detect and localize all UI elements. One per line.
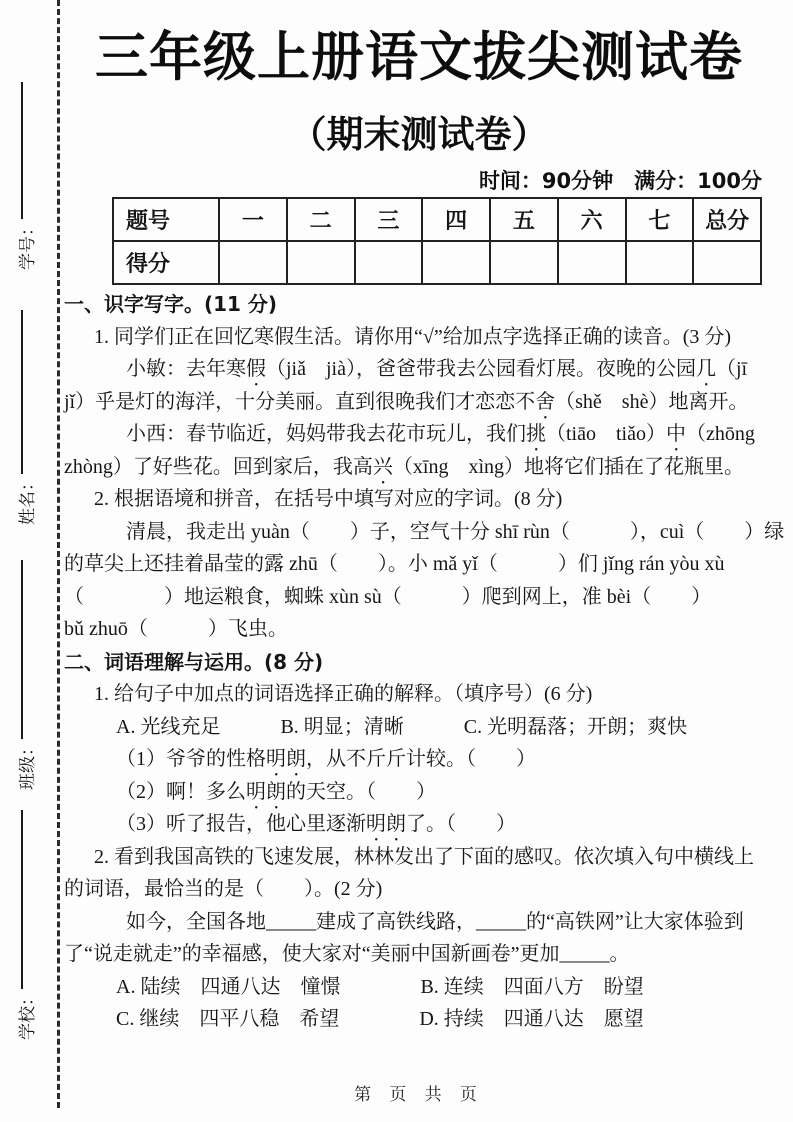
text-line: bǔ zhuō（ ）飞虫。 [64, 618, 288, 640]
text-line: zhòng）了好些花。回到家后，我高兴（xīng xìng）地将它们插在了花瓶里。 [64, 455, 745, 478]
text-line: 二、词语理解与运用。(8 分) [64, 649, 324, 674]
score-table-header-row [113, 198, 761, 241]
score-empty-cell [219, 241, 287, 284]
score-header-cell: 题号 [113, 198, 219, 241]
text-line: jǐ）乎是灯的海洋，十分美丽。直到很晚我们才恋恋不舍（shě shè）地离开。 [64, 390, 749, 413]
text-line: 1. 给句子中加点的词语选择正确的解释。（填序号）(6 分) [94, 683, 593, 705]
score-empty-cell [355, 241, 423, 284]
page-title: 三年级上册语文拔尖测试卷 [95, 27, 743, 88]
sidebar-field-class [10, 560, 40, 790]
score-header-cell: 二 [287, 198, 355, 241]
text-line: （ ）地运粮食，蜘蛛 xùn sù（ ）爬到网上，准 bèi（ ） [64, 585, 712, 608]
text-line: 一、识字写字。(11 分) [64, 292, 278, 316]
score-header-cell: 一 [219, 198, 287, 241]
sidebar-field-student-id [10, 82, 40, 270]
score-header-cell: 七 [626, 198, 694, 241]
student-id-label: 学号： [17, 219, 37, 270]
school-label: 学校： [17, 989, 37, 1040]
score-header-cell: 总分 [693, 198, 761, 241]
score-empty-cell [626, 241, 694, 284]
score-empty-cell [490, 241, 558, 284]
score-row-label: 得分 [113, 241, 219, 284]
text-line: A. 陆续 四通八达 憧憬 B. 连续 四面八方 盼望 [116, 975, 644, 998]
dashed-cut-line [57, 0, 60, 1108]
name-label: 姓名： [17, 474, 37, 525]
sidebar-field-school [10, 810, 40, 1040]
score-empty-cell [422, 241, 490, 284]
student-id-blank-line [21, 82, 23, 219]
class-label: 班级： [17, 739, 37, 790]
text-line: 2. 根据语境和拼音，在括号中填写对应的字词。(8 分) [94, 488, 563, 510]
score-empty-cell [558, 241, 626, 284]
score-empty-cell [693, 241, 761, 284]
sidebar-field-name [10, 310, 40, 525]
page-subtitle: （期末测试卷） [289, 113, 549, 156]
text-line: （1）爷爷的性格明朗，从不斤斤计较。（ ） [116, 748, 536, 770]
page-footer: 第 页 共 页 [354, 1085, 484, 1104]
score-header-cell: 五 [490, 198, 558, 241]
text-line: 2. 看到我国高铁的飞速发展，林林发出了下面的感叹。依次填入句中横线上 [94, 845, 754, 868]
school-blank-line [21, 810, 23, 989]
text-line: 清晨，我走出 yuàn（ ）子，空气十分 shī rùn（ ），cuì（ ）绿 [126, 520, 785, 543]
exam-meta: 时间：90分钟 满分：100分 [478, 169, 762, 193]
score-table-score-row [113, 241, 761, 284]
class-blank-line [21, 560, 23, 739]
text-line: 的草尖上还挂着晶莹的露 zhū（ ）。小 mǎ yǐ（ ）们 jǐng rán yòu xù [64, 553, 725, 575]
text-line: 的词语，最恰当的是（ ）。(2 分) [64, 878, 383, 900]
body-lines [64, 288, 785, 1036]
text-line: 小西：春节临近，妈妈带我去花市玩儿，我们挑（tiāo tiǎo）中（zhōng [126, 423, 755, 445]
text-line: 1. 同学们正在回忆寒假生活。请你用“√”给加点字选择正确的读音。(3 分) [94, 325, 732, 348]
text-line: C. 继续 四平八稳 希望 D. 持续 四通八达 愿望 [116, 1008, 644, 1030]
score-header-cell: 六 [558, 198, 626, 241]
text-line: 了“说走就走”的幸福感，使大家对“美丽中国新画卷”更加_____。 [64, 943, 630, 965]
text-line: 小敏：去年寒假（jiǎ jià），爸爸带我去公园看灯展。夜晚的公园几（jī [126, 358, 748, 380]
name-blank-line [21, 310, 23, 474]
score-empty-cell [287, 241, 355, 284]
text-line: （3）听了报告，他心里逐渐明朗了。（ ） [116, 813, 516, 835]
score-header-cell: 四 [422, 198, 490, 241]
text-line: 如今，全国各地_____建成了高铁线路，_____的“高铁网”让大家体验到 [126, 910, 744, 933]
score-header-cell: 三 [355, 198, 423, 241]
text-line: A. 光线充足 B. 明显；清晰 C. 光明磊落；开朗；爽快 [116, 715, 688, 738]
text-line: （2）啊！多么明朗的天空。（ ） [116, 780, 436, 803]
score-table [112, 197, 762, 285]
